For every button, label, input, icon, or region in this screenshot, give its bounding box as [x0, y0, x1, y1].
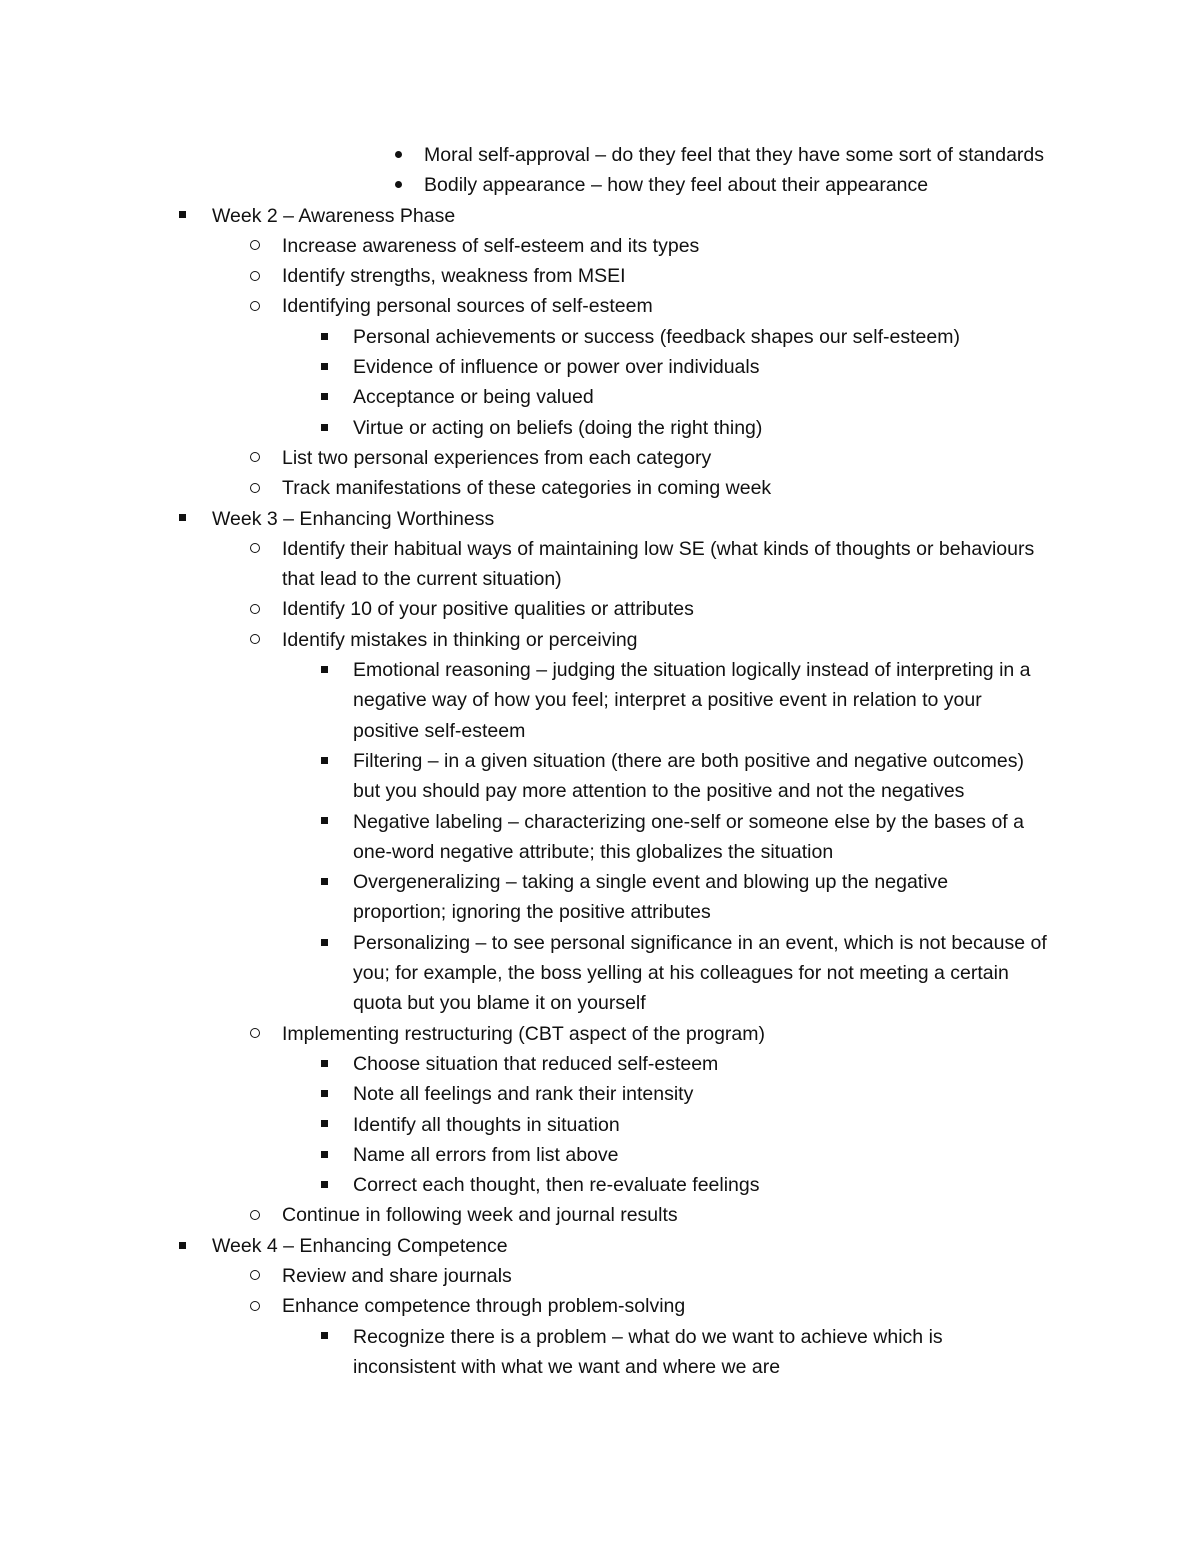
bullet-marker	[245, 291, 265, 321]
outline-item	[0, 1140, 1200, 1170]
bullet-marker	[245, 1019, 265, 1049]
bullet-marker	[314, 352, 334, 382]
disc-bullet-icon	[395, 151, 402, 158]
outline-item	[0, 867, 1200, 897]
outline-item	[0, 443, 1200, 473]
outline-item-text: Recognize there is a problem – what do we want to achieve which is	[353, 1325, 943, 1348]
outline-item	[0, 1049, 1200, 1079]
circle-bullet-icon	[250, 1270, 260, 1280]
outline-item-text: Bodily appearance – how they feel about their appearance	[424, 174, 929, 197]
square-bullet-icon	[321, 817, 328, 824]
outline-item-text: Virtue or acting on beliefs (doing the right thing)	[353, 416, 763, 439]
outline-item-text: proportion; ignoring the positive attributes	[353, 901, 711, 924]
outline-item-text: that lead to the current situation)	[282, 568, 562, 591]
outline-item	[0, 1110, 1200, 1140]
outline-item	[0, 352, 1200, 382]
square-bullet-icon	[321, 878, 328, 885]
outline-item-text: Name all errors from list above	[353, 1143, 619, 1166]
circle-bullet-icon	[250, 452, 260, 462]
outline-item	[0, 625, 1200, 655]
outline-item	[0, 140, 1200, 170]
outline-item-text: Acceptance or being valued	[353, 386, 594, 409]
square-bullet-icon	[179, 514, 186, 521]
square-bullet-icon	[321, 333, 328, 340]
bullet-marker	[388, 140, 408, 170]
bullet-marker	[245, 473, 265, 503]
outline-item-text: Week 3 – Enhancing Worthiness	[212, 507, 495, 530]
outline-item	[0, 201, 1200, 231]
circle-bullet-icon	[250, 604, 260, 614]
square-bullet-icon	[321, 1151, 328, 1158]
bullet-marker	[314, 322, 334, 352]
square-bullet-icon	[321, 393, 328, 400]
outline-item	[0, 1291, 1200, 1321]
outline-item-text: Moral self-approval – do they feel that they have some sort of standards	[424, 144, 1045, 166]
disc-bullet-icon	[395, 181, 402, 188]
bullet-marker	[314, 928, 334, 958]
circle-bullet-icon	[250, 543, 260, 553]
outline-list	[0, 140, 1200, 1382]
outline-item	[0, 807, 1200, 837]
outline-item-text: Identifying personal sources of self-esteem	[282, 295, 653, 318]
bullet-marker	[172, 504, 192, 534]
square-bullet-icon	[321, 757, 328, 764]
outline-item-text: one-word negative attribute; this globalizes the situation	[353, 840, 834, 863]
outline-item-text: Personalizing – to see personal significance in an event, which is not because of	[353, 931, 1047, 954]
outline-item-text: Continue in following week and journal results	[282, 1204, 678, 1227]
bullet-marker	[314, 1049, 334, 1079]
outline-item	[0, 1170, 1200, 1200]
bullet-marker	[245, 534, 265, 564]
outline-item-text: Emotional reasoning – judging the situation logically instead of interpreting in a	[353, 659, 1031, 682]
outline-item-text: Review and share journals	[282, 1264, 512, 1287]
bullet-marker	[245, 231, 265, 261]
square-bullet-icon	[179, 211, 186, 218]
bullet-marker	[245, 1291, 265, 1321]
bullet-marker	[388, 170, 408, 200]
circle-bullet-icon	[250, 634, 260, 644]
bullet-marker	[245, 594, 265, 624]
outline-item	[0, 231, 1200, 261]
bullet-marker	[314, 746, 334, 776]
bullet-marker	[314, 1110, 334, 1140]
square-bullet-icon	[321, 1332, 328, 1339]
bullet-marker	[314, 867, 334, 897]
outline-continuation-line	[0, 716, 1200, 746]
outline-item	[0, 1322, 1200, 1352]
outline-item	[0, 1261, 1200, 1291]
outline-continuation-line	[0, 988, 1200, 1018]
outline-item	[0, 1079, 1200, 1109]
square-bullet-icon	[321, 1181, 328, 1188]
circle-bullet-icon	[250, 301, 260, 311]
outline-continuation-line	[0, 958, 1200, 988]
bullet-marker	[314, 807, 334, 837]
outline-item-text: positive self-esteem	[353, 719, 526, 742]
bullet-marker	[245, 1200, 265, 1230]
outline-item	[0, 928, 1200, 958]
circle-bullet-icon	[250, 1210, 260, 1220]
square-bullet-icon	[321, 939, 328, 946]
outline-item-text: Filtering – in a given situation (there are both positive and negative outcomes)	[353, 749, 1024, 772]
square-bullet-icon	[179, 1242, 186, 1249]
square-bullet-icon	[321, 363, 328, 370]
outline-item	[0, 473, 1200, 503]
outline-item-text: Week 4 – Enhancing Competence	[212, 1234, 508, 1257]
outline-item-text: Identify strengths, weakness from MSEI	[282, 265, 626, 288]
outline-item-text: Increase awareness of self-esteem and its types	[282, 234, 700, 257]
outline-item-text: Enhance competence through problem-solving	[282, 1295, 686, 1318]
circle-bullet-icon	[250, 240, 260, 250]
square-bullet-icon	[321, 666, 328, 673]
outline-item-text: Choose situation that reduced self-esteem	[353, 1052, 719, 1075]
bullet-marker	[172, 1231, 192, 1261]
outline-item-text: you; for example, the boss yelling at his colleagues for not meeting a certain	[353, 962, 1009, 985]
outline-continuation-line	[0, 564, 1200, 594]
outline-continuation-line	[0, 897, 1200, 927]
outline-item	[0, 322, 1200, 352]
outline-item-text: Note all feelings and rank their intensity	[353, 1083, 694, 1106]
bullet-marker	[314, 413, 334, 443]
bullet-marker	[314, 1170, 334, 1200]
outline-item-text: Track manifestations of these categories in coming week	[282, 477, 772, 500]
outline-item	[0, 1200, 1200, 1230]
outline-item-text: Identify mistakes in thinking or perceiving	[282, 628, 638, 651]
bullet-marker	[314, 655, 334, 685]
outline-item-text: Overgeneralizing – taking a single event and blowing up the negative	[353, 871, 949, 894]
bullet-marker	[314, 1322, 334, 1352]
outline-item-text: Personal achievements or success (feedback shapes our self-esteem)	[353, 325, 960, 348]
outline-continuation-line	[0, 776, 1200, 806]
outline-item	[0, 1019, 1200, 1049]
outline-item-text: Identify 10 of your positive qualities or attributes	[282, 598, 694, 621]
outline-item	[0, 1231, 1200, 1261]
outline-item-text: Identify their habitual ways of maintaining low SE (what kinds of thoughts or behaviours	[282, 537, 1035, 560]
square-bullet-icon	[321, 424, 328, 431]
bullet-marker	[245, 625, 265, 655]
outline-item	[0, 413, 1200, 443]
bullet-marker	[314, 1140, 334, 1170]
outline-item-text: inconsistent with what we want and where we are	[353, 1355, 781, 1378]
outline-item-text: Week 2 – Awareness Phase	[212, 204, 456, 227]
outline-item	[0, 746, 1200, 776]
bullet-marker	[314, 382, 334, 412]
outline-item-text: List two personal experiences from each category	[282, 446, 712, 469]
bullet-marker	[245, 1261, 265, 1291]
circle-bullet-icon	[250, 1028, 260, 1038]
bullet-marker	[172, 201, 192, 231]
outline-item-text: Negative labeling – characterizing one-self or someone else by the bases of a	[353, 810, 1024, 833]
square-bullet-icon	[321, 1060, 328, 1067]
circle-bullet-icon	[250, 271, 260, 281]
bullet-marker	[245, 261, 265, 291]
outline-item-text: Correct each thought, then re-evaluate feelings	[353, 1174, 760, 1197]
square-bullet-icon	[321, 1090, 328, 1097]
square-bullet-icon	[321, 1120, 328, 1127]
bullet-marker	[314, 1079, 334, 1109]
outline-continuation-line	[0, 837, 1200, 867]
outline-item	[0, 594, 1200, 624]
outline-item-text: negative way of how you feel; interpret a positive event in relation to your	[353, 689, 982, 712]
circle-bullet-icon	[250, 483, 260, 493]
outline-item	[0, 291, 1200, 321]
outline-continuation-line	[0, 1352, 1200, 1382]
outline-item	[0, 170, 1200, 200]
outline-item	[0, 504, 1200, 534]
bullet-marker	[245, 443, 265, 473]
outline-continuation-line	[0, 685, 1200, 715]
outline-item	[0, 534, 1200, 564]
outline-item-text: Evidence of influence or power over individuals	[353, 356, 760, 379]
circle-bullet-icon	[250, 1301, 260, 1311]
outline-item-text: Implementing restructuring (CBT aspect of the program)	[282, 1022, 766, 1045]
outline-item-text: quota but you blame it on yourself	[353, 992, 646, 1015]
outline-item	[0, 261, 1200, 291]
outline-item	[0, 382, 1200, 412]
outline-item-text: Identify all thoughts in situation	[353, 1113, 620, 1136]
outline-item	[0, 655, 1200, 685]
outline-item-text: but you should pay more attention to the positive and not the negatives	[353, 780, 965, 803]
